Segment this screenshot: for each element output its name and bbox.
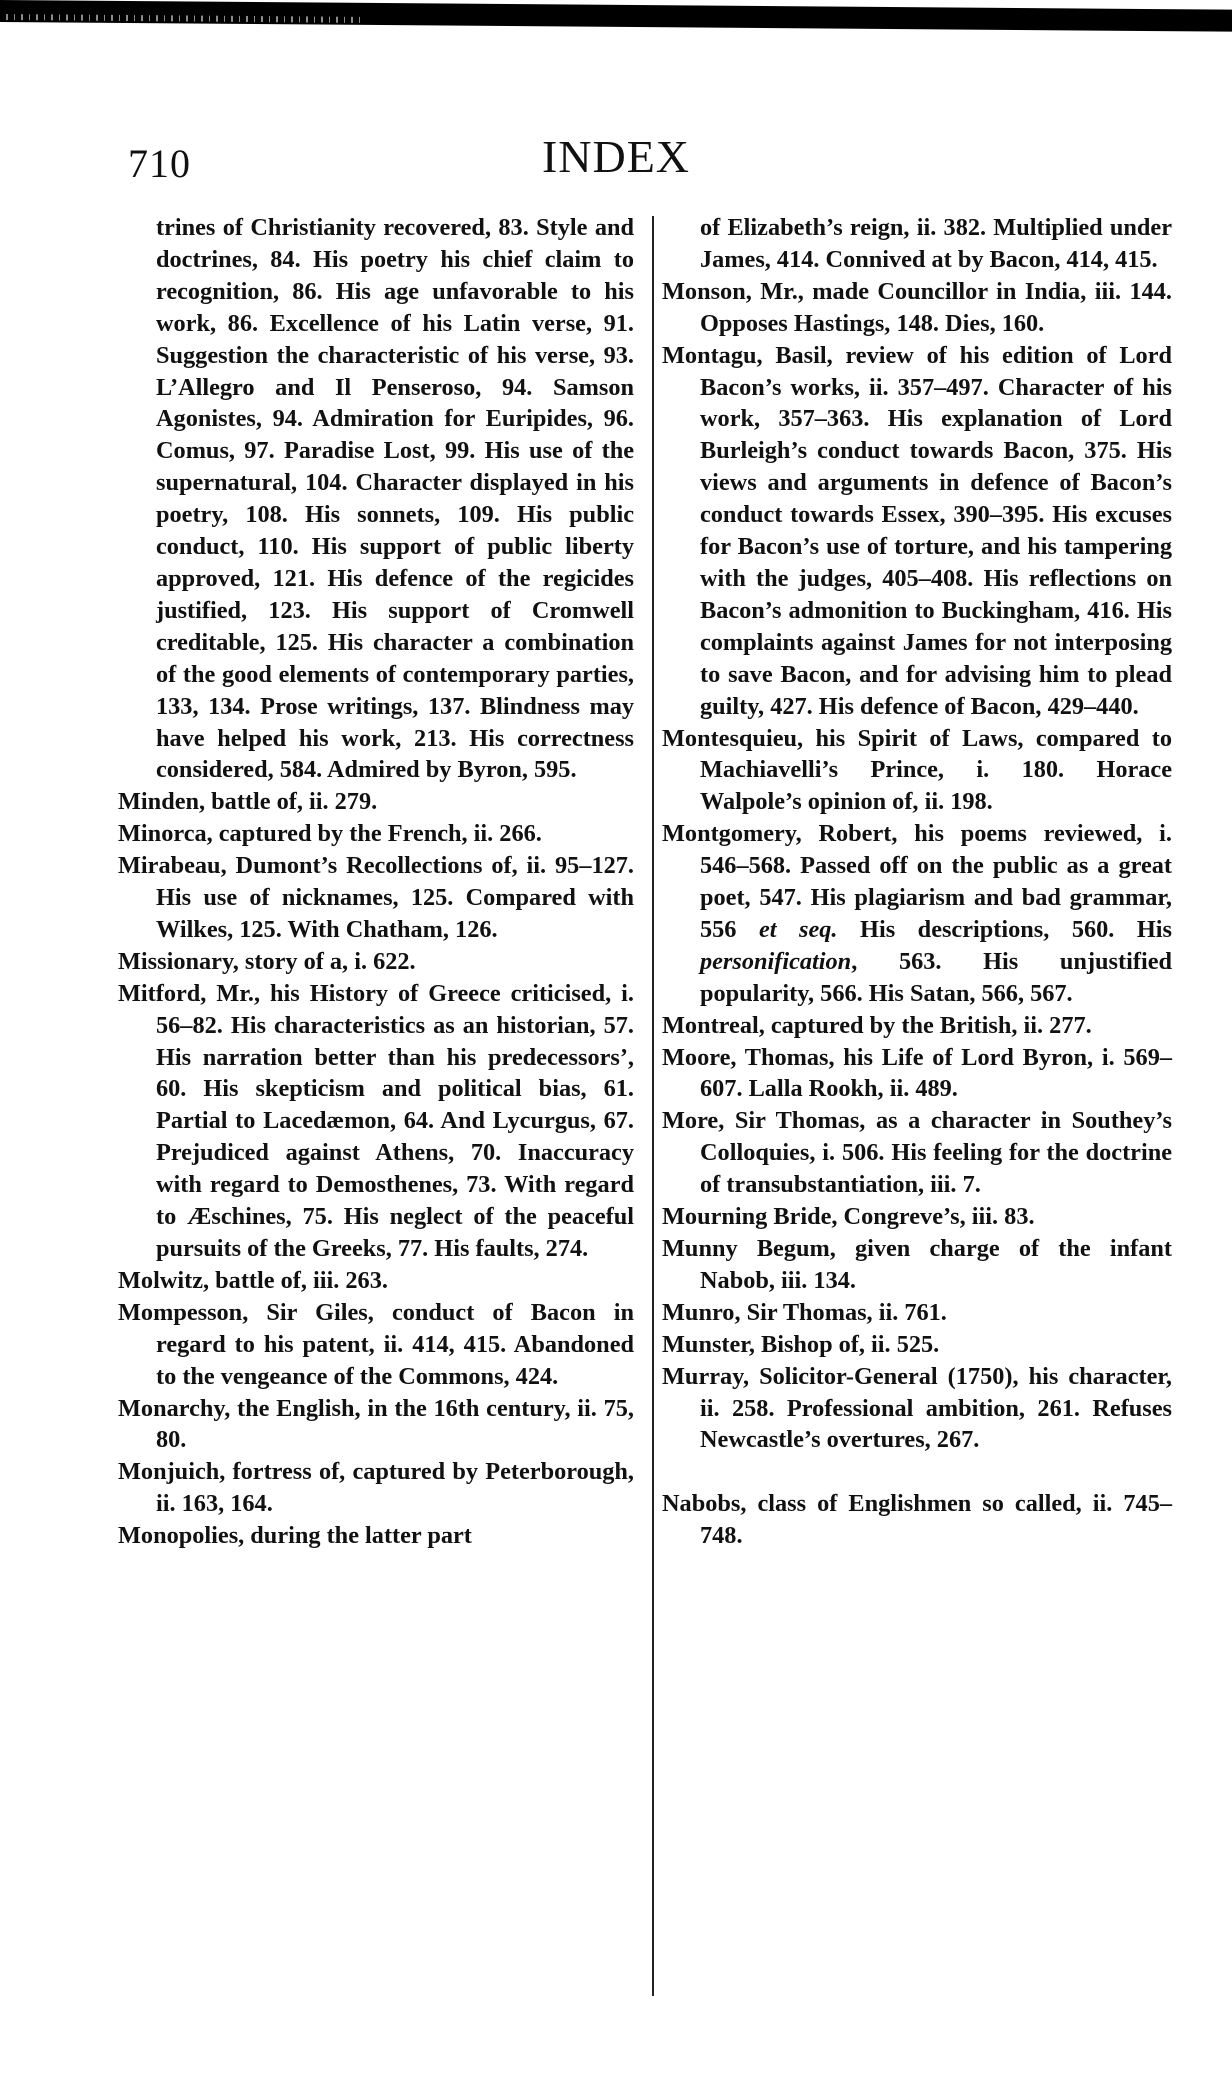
index-entry: Montreal, captured by the British, ii. 277.: [662, 1011, 1092, 1039]
index-entry: Monopolies, during the latter part: [118, 1522, 472, 1550]
index-entry: Minden, battle of, ii. 279.: [118, 788, 378, 816]
index-entry: Munster, Bishop of, ii. 525.: [662, 1330, 940, 1358]
index-entry: Minorca, captured by the French, ii. 266.: [118, 820, 542, 848]
index-entry: More, Sir Thomas, as a character in Southey’s Colloquies, i. 506. His feeling for the doctrine of transubstantiation, iii. 7.: [662, 1107, 1172, 1199]
index-entry-continuation: trines of Christianity recovered, 83. Style and doctrines, 84. His poetry his chief claim to recognition, 86. His age unfavorable to his work, 86. Excellence of his Latin verse, 91. Suggestion the characteristic of his verse, 93. L’Allegro and Il Penseroso, 94. Samson Agonistes, 94. Admiration for Euripides, 96. Comus, 97. Paradise Lost, 99. His use of the supernatural, 104. Character displayed in his poetry, 108. His sonnets, 109. His public conduct, 110. His support of public liberty approved, 121. His defence of the regicides justified, 123. His support of Cromwell creditable, 125. His character a combination of the good elements of contemporary parties, 133, 134. Prose writings, 137. Blindness may have helped his work, 213. His correctness considered, 584. Admired by Byron, 595.: [156, 214, 634, 784]
running-title: INDEX: [541, 131, 691, 182]
index-entry: Munny Begum, given charge of the infant Nabob, iii. 134.: [662, 1235, 1172, 1294]
entry-italic: personification: [700, 947, 852, 975]
column-divider: [652, 216, 654, 1996]
scan-edge-band: [0, 0, 1232, 32]
index-entry: Montagu, Basil, review of his edition of Lord Bacon’s works, ii. 357–497. Character of his work, 357–363. His explanation of Lord Burleigh’s conduct towards Bacon, 375. His views and arguments in defence of Bacon’s conduct towards Essex, 390–395. His excuses for Bacon’s use of torture, and his tampering with the judges, 405–408. His reflections on Bacon’s admonition to Buckingham, 416. His complaints against James for not interposing to save Bacon, and for advising him to plead guilty, 427. His defence of Bacon, 429–440.: [662, 341, 1172, 720]
entry-text: Montgomery, Robert, his poems reviewed, i. 546–568. Passed off on the public as a great poet, 547. His plagiarism and bad grammar, 556: [662, 820, 1172, 943]
index-column-left: [118, 212, 634, 1552]
entry-text: His descriptions, 560. His: [837, 915, 1172, 943]
index-entry: Mompesson, Sir Giles, conduct of Bacon in regard to his patent, ii. 414, 415. Abandoned to the vengeance of the Commons, 424.: [118, 1298, 634, 1390]
index-entry: Monson, Mr., made Councillor in India, iii. 144. Opposes Hastings, 148. Dies, 160.: [662, 277, 1172, 337]
entry-text: , 563. His unjustified popularity, 566. His Satan, 566, 567.: [700, 947, 1172, 1007]
index-entry: Nabobs, class of Englishmen so called, ii. 745–748.: [662, 1490, 1172, 1550]
index-entry: Monarchy, the English, in the 16th century, ii. 75, 80.: [118, 1394, 634, 1454]
index-entry: Mirabeau, Dumont’s Recollections of, ii. 95–127. His use of nicknames, 125. Compared with Wilkes, 125. With Chatham, 126.: [118, 852, 634, 943]
index-entry-continuation: of Elizabeth’s reign, ii. 382. Multiplied under James, 414. Connived at by Bacon, 414, 415.: [700, 214, 1172, 273]
index-entry: Murray, Solicitor-General (1750), his character, ii. 258. Professional ambition, 261. Refuses Newcastle’s overtures, 267.: [662, 1362, 1172, 1454]
index-column-right: [662, 212, 1172, 1552]
index-entry: Mitford, Mr., his History of Greece criticised, i. 56–82. His characteristics as an historian, 57. His narration better than his predecessors’, 60. His skepticism and political bias, 61. Partial to Lacedæmon, 64. And Lycurgus, 67. Prejudiced against Athens, 70. Inaccuracy with regard to Demosthenes, 73. With regard to Æschines, 75. His neglect of the peaceful pursuits of the Greeks, 77. His faults, 274.: [118, 979, 634, 1262]
index-entry: Munro, Sir Thomas, ii. 761.: [662, 1298, 947, 1326]
index-entry: Mourning Bride, Congreve’s, iii. 83.: [662, 1203, 1035, 1231]
index-entry: [662, 818, 1172, 1009]
index-entry: Molwitz, battle of, iii. 263.: [118, 1266, 388, 1294]
index-entry: Montesquieu, his Spirit of Laws, compared to Machiavelli’s Prince, i. 180. Horace Walpole’s opinion of, ii. 198.: [662, 724, 1172, 816]
index-entry: Moore, Thomas, his Life of Lord Byron, i. 569–607. Lalla Rookh, ii. 489.: [662, 1043, 1172, 1103]
page-number: 710: [128, 141, 191, 186]
index-entry: Monjuich, fortress of, captured by Peterborough, ii. 163, 164.: [118, 1458, 634, 1518]
entry-italic: et seq.: [758, 915, 838, 943]
index-entry: Missionary, story of a, i. 622.: [118, 947, 416, 975]
